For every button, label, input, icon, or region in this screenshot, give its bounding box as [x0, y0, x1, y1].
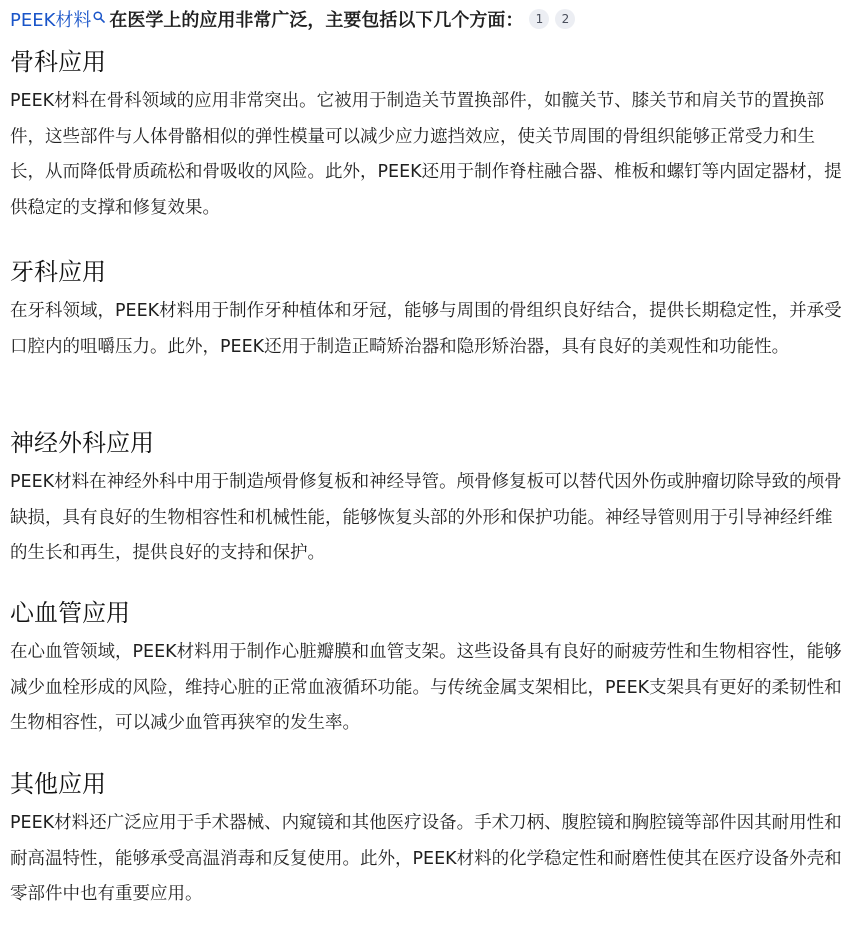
section-orthopedics	[10, 40, 846, 226]
section-body: 在牙科领域，PEEK材料用于制作牙种植体和牙冠，能够与周围的骨组织良好结合，提供长期稳定性，并承受口腔内的咀嚼压力。此外，PEEK还用于制造正畸矫治器和隐形矫治器，具有良好的美观性和功能性。	[10, 301, 842, 357]
section-heading: 其他应用	[10, 770, 106, 798]
section-body: PEEK材料在骨科领域的应用非常突出。它被用于制造关节置换部件，如髋关节、膝关节和肩关节的置换部件，这些部件与人体骨骼相似的弹性模量可以减少应力遮挡效应，使关节周围的骨组织能够正常受力和生长，从而降低骨质疏松和骨吸收的风险。此外，PEEK还用于制作脊柱融合器、椎板和螺钉等内固定器材，提供稳定的支撑和修复效果。	[10, 91, 842, 218]
reference-badge-2[interactable]: 2	[555, 9, 575, 29]
reference-badge-1[interactable]: 1	[529, 9, 549, 29]
section-heading: 牙科应用	[10, 258, 106, 286]
search-icon[interactable]	[93, 7, 105, 21]
intro-line	[10, 4, 575, 34]
section-cardiovascular	[10, 591, 846, 742]
section-body: PEEK材料还广泛应用于手术器械、内窥镜和其他医疗设备。手术刀柄、腹腔镜和胸腔镜等部件因其耐用性和耐高温特性，能够承受高温消毒和反复使用。此外，PEEK材料的化学稳定性和耐磨性使其在医疗设备外壳和零部件中也有重要应用。	[10, 813, 842, 904]
section-body: PEEK材料在神经外科中用于制造颅骨修复板和神经导管。颅骨修复板可以替代因外伤或肿瘤切除导致的颅骨缺损，具有良好的生物相容性和机械性能，能够恢复头部的外形和保护功能。神经导管则用于引导神经纤维的生长和再生，提供良好的支持和保护。	[10, 472, 842, 563]
section-heading: 心血管应用	[10, 599, 130, 627]
section-other	[10, 762, 846, 913]
intro-text: 在医学上的应用非常广泛，主要包括以下几个方面：	[109, 10, 524, 31]
section-body: 在心血管领域，PEEK材料用于制作心脏瓣膜和血管支架。这些设备具有良好的耐疲劳性和生物相容性，能够减少血栓形成的风险，维持心脏的正常血液循环功能。与传统金属支架相比，PEEK支架具有更好的柔韧性和生物相容性，可以减少血管再狭窄的发生率。	[10, 642, 842, 733]
peek-search-link[interactable]: PEEK材料	[10, 10, 92, 31]
section-heading: 神经外科应用	[10, 429, 154, 457]
section-heading: 骨科应用	[10, 48, 106, 76]
section-neurosurgery	[10, 421, 846, 572]
section-dental	[10, 250, 846, 365]
